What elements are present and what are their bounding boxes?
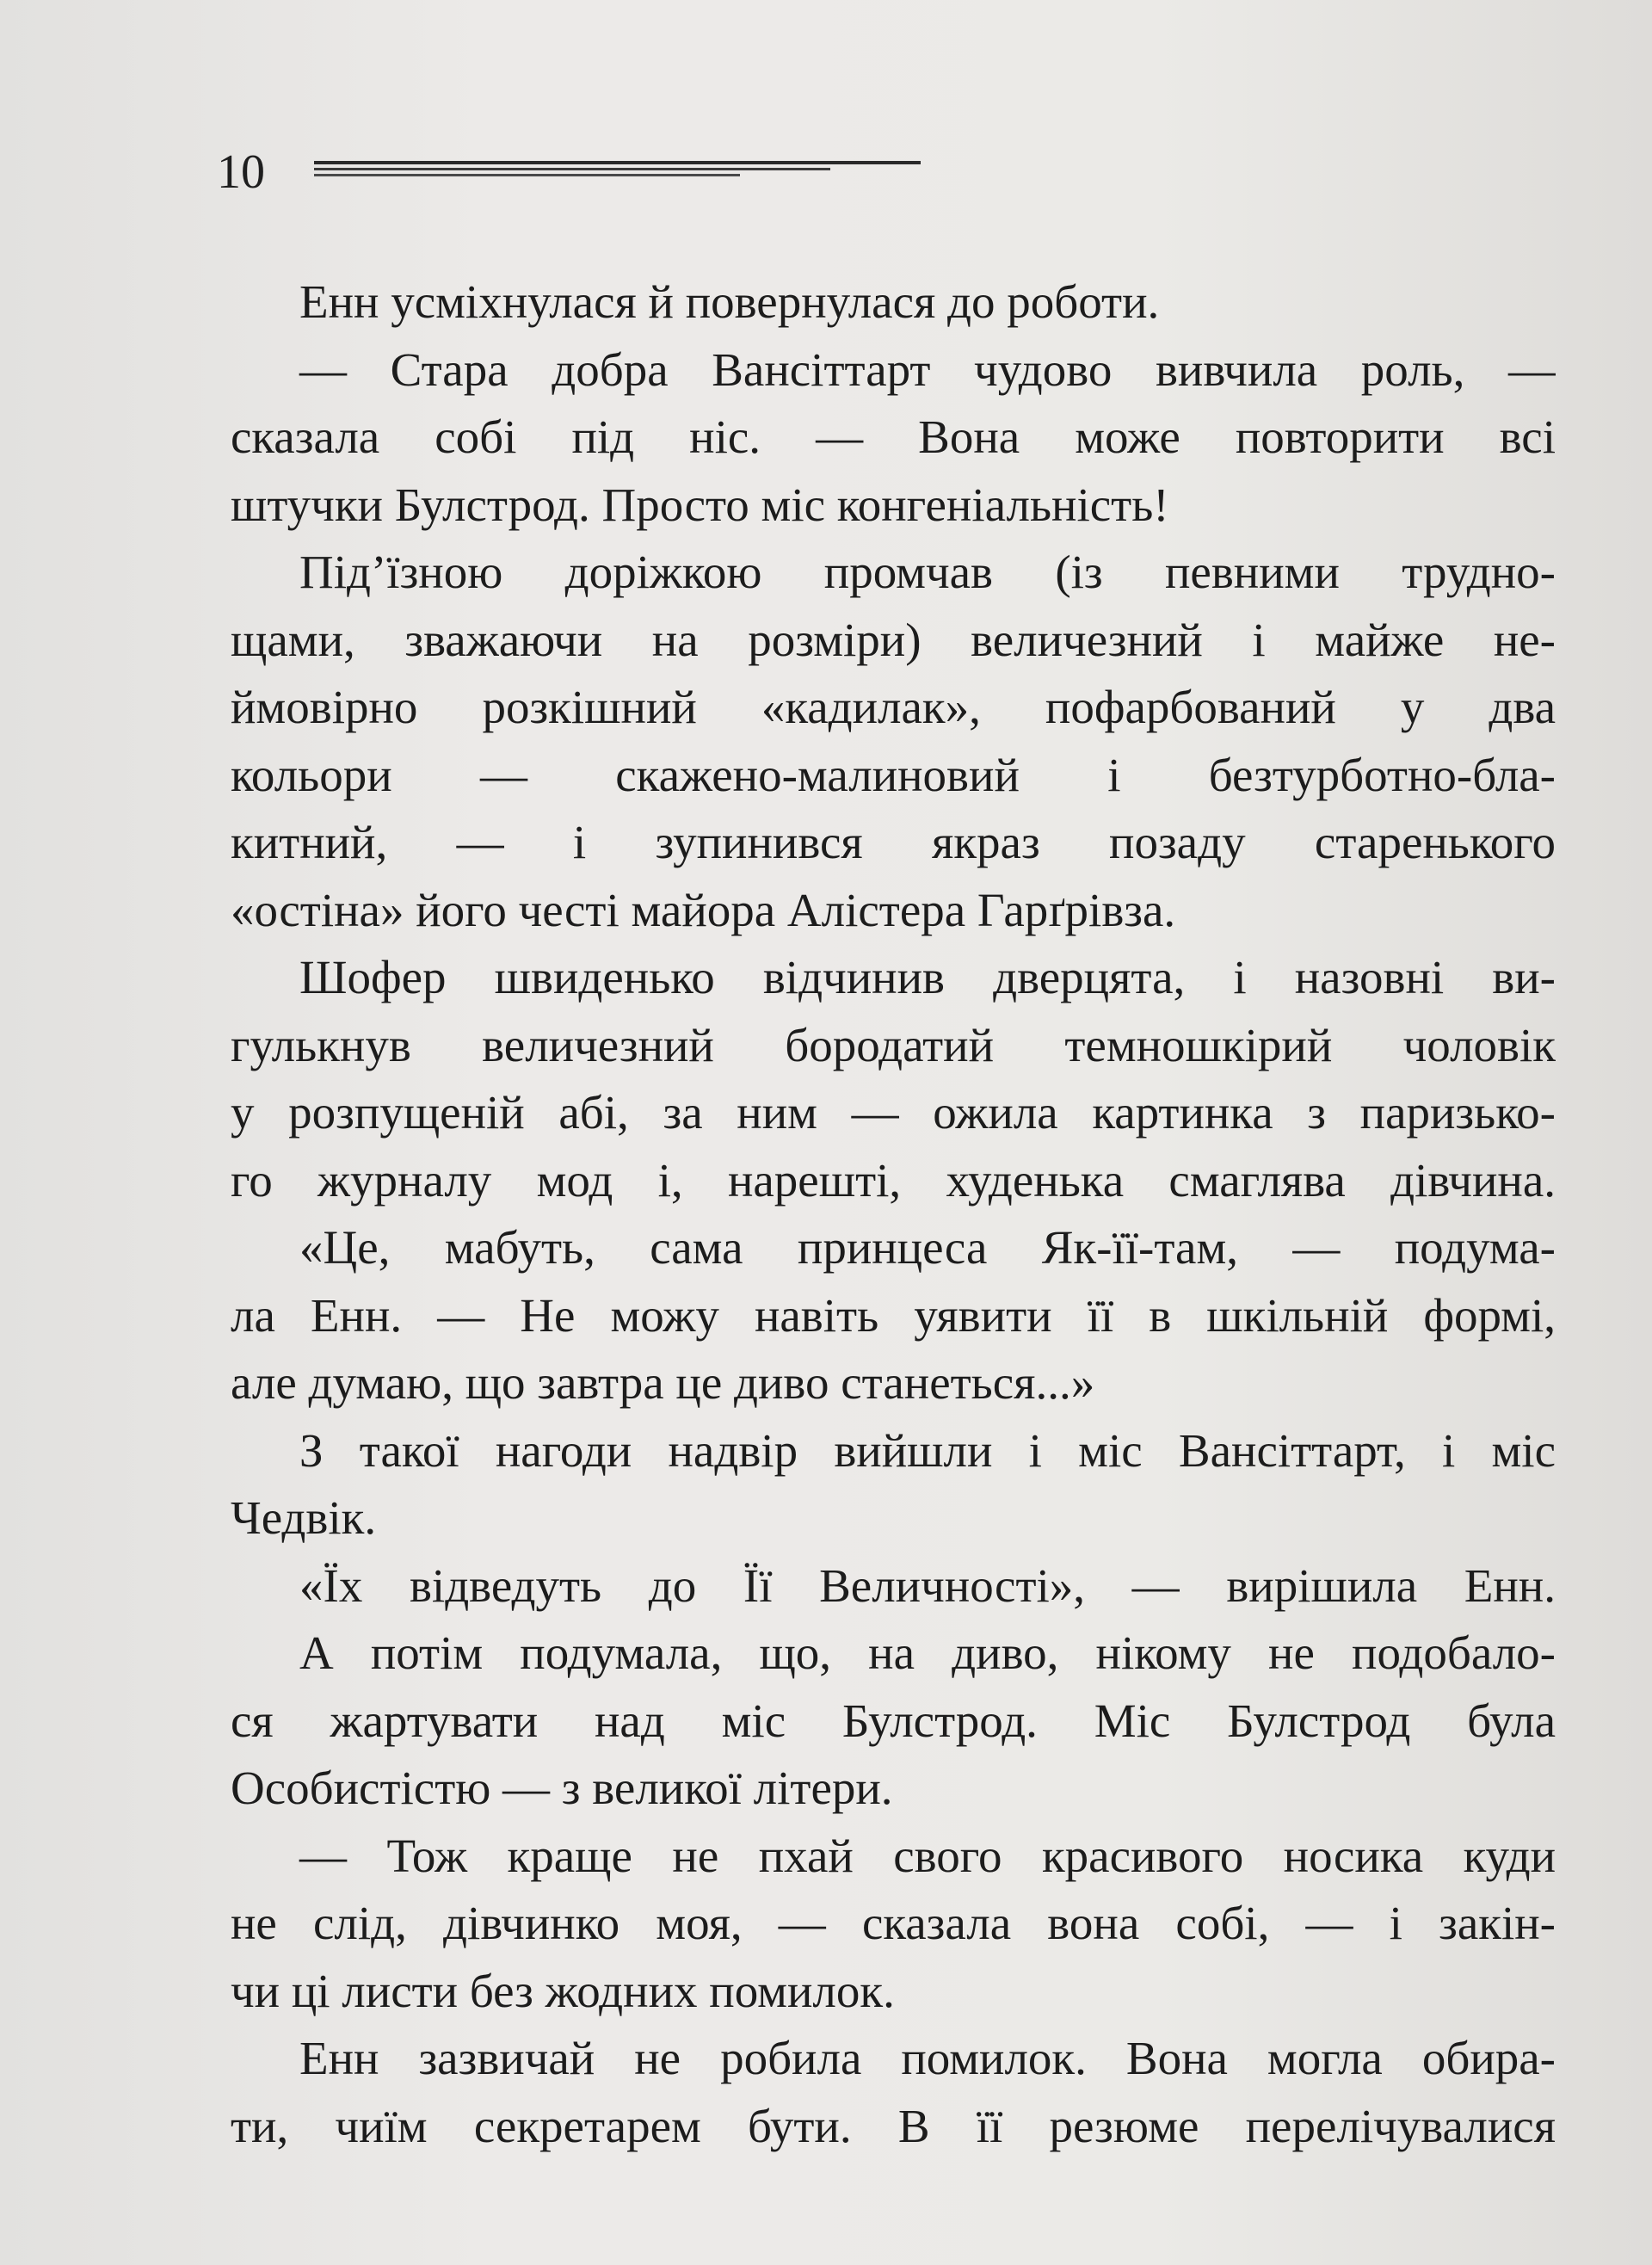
text-line: «Це, мабуть, сама принцеса Як-її-там, — подума-: [299, 1221, 1556, 1274]
text-line: Шофер швиденько відчинив дверцята, і назовні ви-: [299, 951, 1556, 1003]
text-line: Особистістю — з великої літери.: [231, 1762, 893, 1814]
text-line: Енн зазвичай не робила помилок. Вона могла обира-: [299, 2032, 1556, 2084]
text-line: «остіна» його честі майора Алістера Гарґрівза.: [231, 883, 1176, 936]
text-line: щами, зважаючи на розміри) величезний і майже не-: [231, 613, 1556, 666]
text-line: — Стара добра Вансіттарт чудово вивчила роль, —: [299, 343, 1556, 396]
text-line: сказала собі під ніс. — Вона може повторити всі: [231, 410, 1556, 463]
text-line: гулькнув величезний бородатий темношкірий чоловік: [231, 1018, 1556, 1071]
text-line: ти, чиїм секретарем бути. В її резюме перелічувалися: [231, 2099, 1556, 2152]
text-line: ся жартувати над міс Булстрод. Міс Булстрод була: [231, 1694, 1556, 1747]
text-line: штучки Булстрод. Просто міс конгеніальність!: [231, 478, 1169, 531]
header-rule: [314, 174, 740, 176]
header-rule: [314, 161, 921, 164]
text-line: З такої нагоди надвір вийшли і міс Вансіттарт, і міс: [299, 1423, 1556, 1477]
text-line: А потім подумала, що, на диво, нікому не подобало-: [299, 1626, 1556, 1679]
text-line: го журналу мод і, нарешті, худенька смаглява дівчина.: [231, 1153, 1556, 1207]
text-line: — Тож краще не пхай свого красивого носика куди: [299, 1829, 1556, 1882]
page-number: 10: [217, 145, 265, 199]
text-line: чи ці листи без жодних помилок.: [231, 1964, 895, 2017]
text-line: Під’їзною доріжкою промчав (із певними трудно-: [299, 546, 1556, 598]
page-header: [217, 142, 922, 202]
body-text: [231, 268, 1556, 2160]
text-line: Енн усміхнулася й повернулася до роботи.: [299, 275, 1160, 328]
text-line: ла Енн. — Не можу навіть уявити її в шкільній формі,: [231, 1288, 1556, 1342]
text-line: але думаю, що завтра це диво станеться...»: [231, 1356, 1095, 1409]
text-line: «Їх відведуть до Її Величності», — вирішила Енн.: [299, 1558, 1556, 1612]
text-line: Чедвік.: [231, 1491, 377, 1544]
header-rule: [314, 168, 830, 170]
text-line: у розпущеній абі, за ним — ожила картинка з паризько-: [231, 1086, 1556, 1139]
text-line: кольори — скажено-малиновий і безтурботно-бла-: [231, 748, 1556, 801]
text-line: не слід, дівчинко моя, — сказала вона собі, — і закін-: [231, 1897, 1556, 1949]
text-line: ймовірно розкішний «кадилак», пофарбований у два: [231, 681, 1556, 733]
text-line: китний, — і зупинився якраз позаду старенького: [231, 816, 1556, 868]
